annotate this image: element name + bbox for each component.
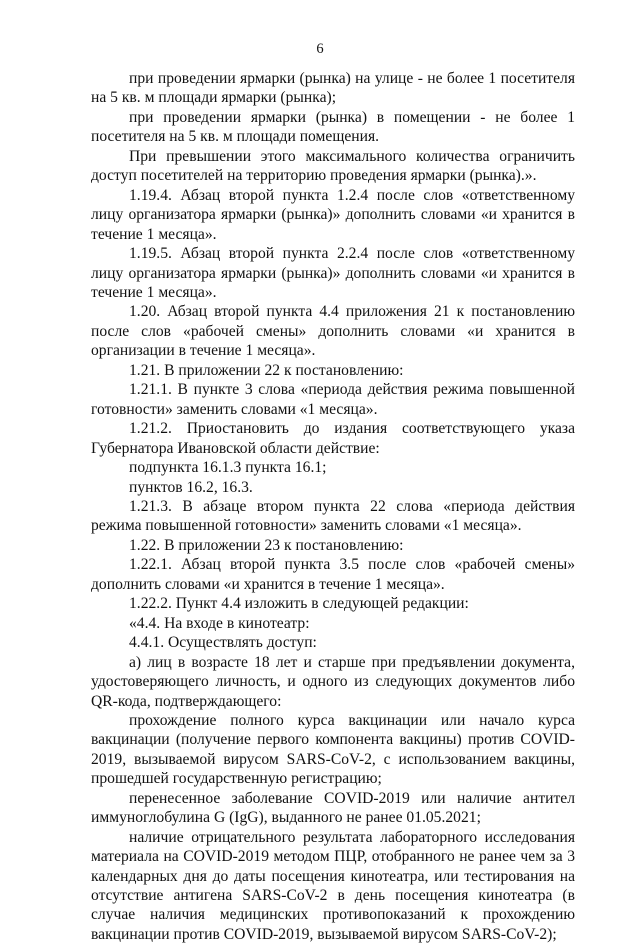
page-number: 6 — [316, 41, 324, 57]
paragraph: при проведении ярмарки (рынка) на улице - не более 1 посетителя на 5 кв. м площади ярмарки (рынка); — [91, 70, 575, 107]
paragraph-1-21-2: 1.21.2. Приостановить до издания соответствующего указа Губернатора Ивановской области действие: — [91, 420, 575, 457]
paragraph: перенесенное заболевание COVID-2019 или наличие антител иммуноглобулина G (IgG), выданного не ранее 01.05.2021; — [91, 789, 575, 827]
paragraph-4-4: «4.4. На входе в кинотеатр: — [129, 614, 310, 632]
paragraph-1-20: 1.20. Абзац второй пункта 4.4 приложения 21 к постановлению после слов «рабочей смены» дополнить словами «и хранится в организации в течение 1 месяца». — [91, 303, 575, 360]
paragraph-1-21-3: 1.21.3. В абзаце втором пункта 22 слова «периода действия режима повышенной готовности» заменить словами «1 месяца». — [91, 497, 575, 535]
paragraph-4-4-1: 4.4.1. Осуществлять доступ: — [129, 634, 317, 652]
paragraph-1-19-4: 1.19.4. Абзац второй пункта 1.2.4 после слов «ответственному лицу организатора ярмарки (рынка)» дополнить словами «и хранится в течение 1 месяца». — [91, 186, 575, 243]
paragraph-1-22-1: 1.22.1. Абзац второй пункта 3.5 после слов «рабочей смены» дополнить словами «и хранится в течение 1 месяца». — [91, 556, 575, 593]
paragraph: прохождение полного курса вакцинации или начало курса вакцинации (получение первого компонента вакцины) против COVID-2019, вызываемой вирусом SARS-CoV-2, с использованием вакцины, прошедшей государственную регистрацию; — [91, 711, 575, 788]
paragraph: При превышении этого максимального количества ограничить доступ посетителей на территорию проведения ярмарки (рынка).». — [91, 147, 575, 185]
document-body — [91, 69, 575, 944]
paragraph-1-22-2: 1.22.2. Пункт 4.4 изложить в следующей редакции: — [129, 595, 469, 613]
paragraph: пунктов 16.2, 16.3. — [129, 478, 253, 496]
paragraph: а) лиц в возрасте 18 лет и старше при предъявлении документа, удостоверяющего личность, и одного из следующих документов либо QR-кода, подтверждающего: — [91, 653, 575, 710]
paragraph-1-22: 1.22. В приложении 23 к постановлению: — [129, 536, 404, 554]
paragraph: подпункта 16.1.3 пункта 16.1; — [129, 459, 327, 477]
paragraph-1-19-5: 1.19.5. Абзац второй пункта 2.2.4 после слов «ответственному лицу организатора ярмарки (рынка)» дополнить словами «и хранится в течение 1 месяца». — [91, 245, 575, 301]
paragraph-1-21: 1.21. В приложении 22 к постановлению: — [129, 361, 404, 379]
paragraph: наличие отрицательного результата лабораторного исследования материала на COVID-2019 методом ПЦР, отобранного не ранее чем за 3 календарных дня до даты посещения кинотеатра, или тестирования на отсутствие антигена SARS-CoV-2 в день посещения кинотеатра (в случае наличия медицинских противопоказаний к прохождению вакцинации против COVID-2019, вызываемой вирусом SARS-CoV-2); — [91, 828, 575, 943]
paragraph: при проведении ярмарки (рынка) в помещении - не более 1 посетителя на 5 кв. м площади помещения. — [91, 108, 575, 146]
paragraph-1-21-1: 1.21.1. В пункте 3 слова «периода действия режима повышенной готовности» заменить словами «1 месяца». — [91, 381, 575, 418]
